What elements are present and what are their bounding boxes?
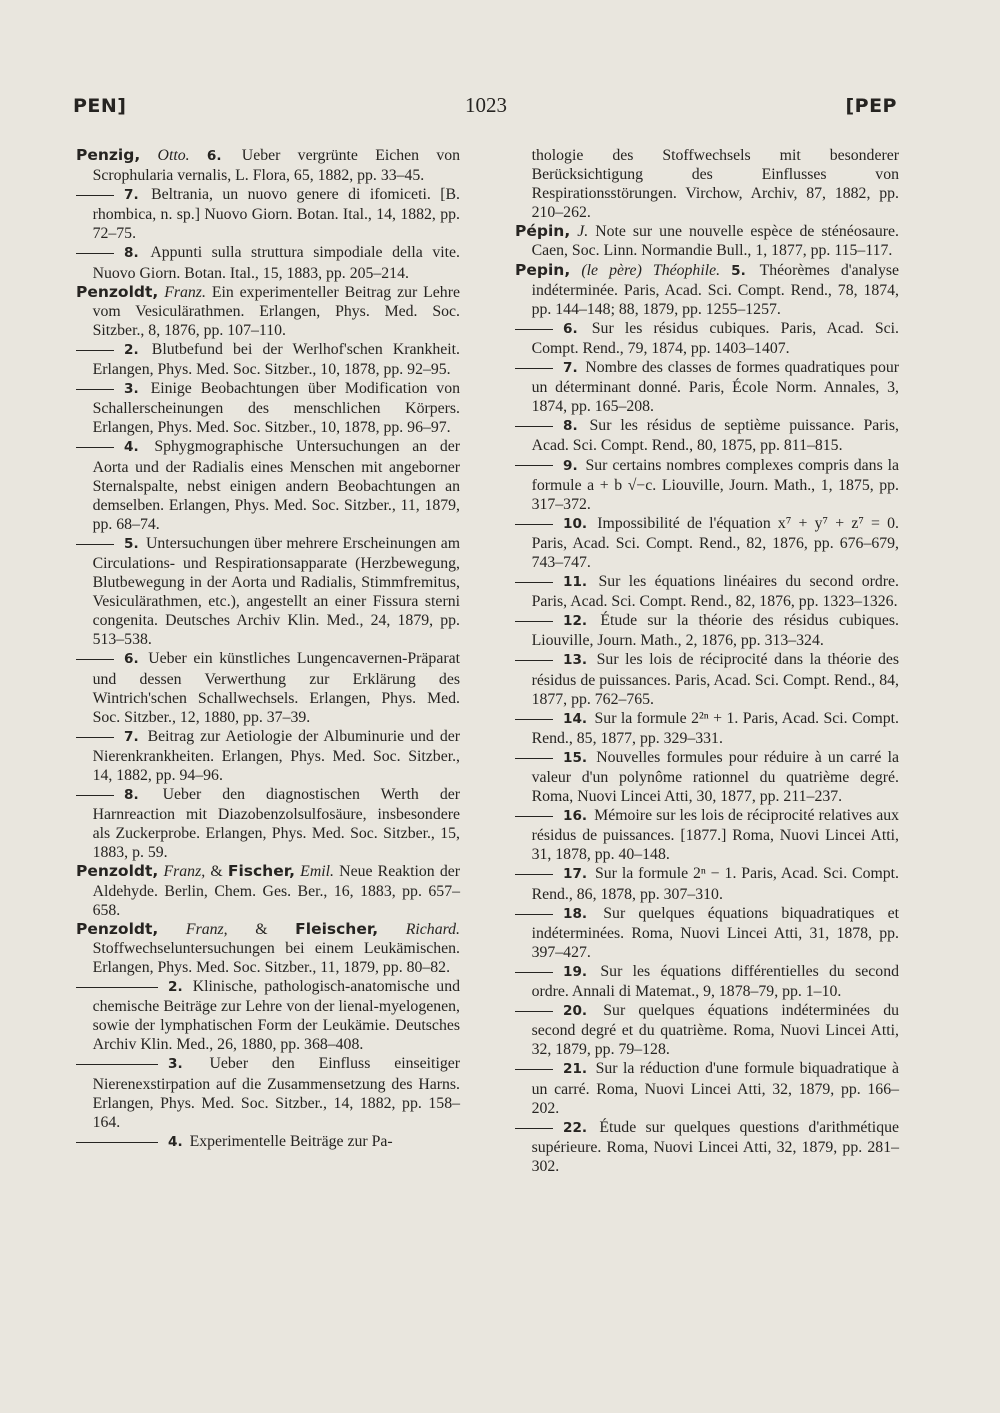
running-header (73, 93, 897, 118)
entry-text: Sphygmographische Untersuchungen an der Aorta und der Radialis eines Menschen mit angeborner Sternalspalte, nebst einigen andern Beobachtungen an demselben. Erlangen, Phys. Med. Soc. Sitzber., 11, 1879, pp. 68–74. (92, 438, 461, 533)
ampersand: & (210, 863, 223, 881)
author-name: Penzoldt, (76, 919, 159, 938)
entry-number: 12. (563, 613, 588, 630)
entry-text: Sur quelques équations biquadratiques et indéterminées. Roma, Nuovi Lincei Atti, 31, 1878, pp. 397–427. (531, 904, 899, 961)
author-name: Penzig, (76, 146, 141, 164)
coauthor-name: Fischer, (227, 862, 295, 881)
entry-text: Ueber den Einfluss einseitiger Nierenexstirpation auf die Zusammensetzung des Harns. Erlangen, Phys. Med. Soc. Sitzber., 14, 1882, pp. 158–164. (92, 1055, 460, 1131)
ditto-dash (515, 874, 553, 875)
bibliography-entry (515, 1001, 899, 1059)
entry-number: 8. (124, 787, 139, 804)
bibliography-entry (515, 1059, 899, 1117)
entry-number: 5. (731, 262, 746, 279)
ditto-dash (515, 972, 553, 973)
entry-number: 10. (563, 515, 588, 532)
bibliography-entry (76, 243, 460, 282)
entry-text: Sur la réduction d'une formule biquadratique à un carré. Roma, Nuovi Lincei Atti, 32, 1879, pp. 166–202. (531, 1060, 899, 1117)
ditto-dash (76, 1064, 158, 1065)
entry-number: 21. (563, 1061, 588, 1078)
ditto-dash (515, 426, 553, 427)
entry-text: Ueber den diagnostischen Werth der Harnreaction mit Diazobenzolsulfosäure, insbesondere als Zuckerprobe. Erlangen, Phys. Med. Soc. Sitzber., 15, 1883, p. 59. (92, 786, 460, 862)
bibliography-entry (515, 514, 899, 572)
ampersand: & (255, 920, 268, 938)
ditto-dash (76, 253, 114, 254)
bibliography-entry (515, 146, 899, 222)
entry-number: 3. (124, 381, 139, 398)
entry-number: 22. (563, 1119, 588, 1136)
header-right: [PEP (845, 95, 897, 117)
entry-number: 13. (563, 652, 588, 669)
author-given-name: Franz, (185, 920, 228, 938)
bibliography-entry (515, 709, 899, 748)
entry-text: thologie des Stoffwechsels mit besonderer Berücksichtigung des Einflusses von Respirationsstörungen. Virchow, Archiv, 87, 1882, pp. 210–262. (531, 147, 899, 222)
ditto-dash (76, 447, 114, 448)
entry-text: Einige Beobachtungen über Modification von Schallerscheinungen des menschlichen Körpers. Erlangen, Phys. Med. Soc. Sitzber., 10, 1878, pp. 96–97. (92, 380, 460, 437)
entry-text: Sur les équations linéaires du second ordre. Paris, Acad. Sci. Compt. Rend., 82, 1876, pp. 1323–1326. (531, 573, 900, 611)
left-column (76, 146, 460, 1152)
bibliography-entry-author (76, 862, 460, 919)
entry-text: Beitrag zur Aetiologie der Albuminurie und der Nierenkrankheiten. Erlangen, Phys. Med. Soc. Sitzber., 14, 1882, pp. 94–96. (92, 727, 460, 784)
ditto-dash (76, 1142, 158, 1143)
bibliography-entry-author (76, 283, 460, 340)
coauthor-given-name: Richard. (405, 920, 461, 938)
entry-number: 2. (168, 979, 183, 996)
bibliography-entry (515, 650, 899, 708)
entry-number: 4. (168, 1133, 183, 1150)
entry-text: Étude sur quelques questions d'arithmétique supérieure. Roma, Nuovi Lincei Atti, 32, 1879, pp. 281–302. (531, 1118, 900, 1175)
entry-number: 7. (124, 728, 139, 745)
entry-number: 2. (124, 341, 139, 358)
entry-text: Mémoire sur les lois de réciprocité relatives aux résidus de puissances. [1877.] Roma, Nuovi Lincei Atti, 31, 1878, pp. 40–148. (531, 807, 900, 864)
coauthor-name: Fleischer, (295, 919, 379, 938)
bibliography-entry (515, 319, 899, 358)
entry-number: 7. (563, 360, 578, 377)
entry-number: 7. (124, 187, 139, 204)
bibliography-entry (515, 358, 899, 416)
bibliography-entry (515, 416, 899, 455)
entry-text: Experimentelle Beiträge zur Pa- (189, 1132, 393, 1150)
ditto-dash (515, 524, 553, 525)
bibliography-entry (515, 806, 899, 864)
bibliography-entry (515, 864, 899, 903)
entry-number: 5. (124, 535, 139, 552)
entry-text: Appunti sulla struttura simpodiale della vite. Nuovo Giorn. Botan. Ital., 15, 1883, pp. 205–214. (92, 244, 460, 282)
author-given-name: Franz, (163, 863, 206, 881)
entry-number: 18. (563, 905, 588, 922)
bibliography-entry (515, 748, 899, 806)
ditto-dash (515, 621, 553, 622)
author-name: Penzoldt, (76, 862, 159, 881)
bibliography-entry (515, 456, 899, 514)
author-name: Pepin, (515, 260, 571, 279)
ditto-dash (515, 758, 553, 759)
entry-number: 8. (563, 418, 578, 435)
ditto-dash (76, 987, 158, 988)
entry-text: Sur la formule 2ⁿ − 1. Paris, Acad. Sci. Compt. Rend., 86, 1878, pp. 307–310. (531, 865, 899, 903)
ditto-dash (76, 737, 114, 738)
entry-number: 6. (206, 148, 222, 164)
entry-number: 19. (563, 963, 588, 980)
entry-text: Stoffwechseluntersuchungen bei einem Leukämischen. Erlangen, Phys. Med. Soc. Sitzber., 11, 1879, pp. 80–82. (92, 939, 460, 976)
entry-number: 3. (168, 1056, 183, 1073)
bibliography-entry (76, 727, 460, 785)
entry-text: Sur les résidus cubiques. Paris, Acad. Sci. Compt. Rend., 79, 1874, pp. 1403–1407. (531, 319, 899, 357)
ditto-dash (76, 795, 114, 796)
ditto-dash (515, 368, 553, 369)
ditto-dash (515, 816, 553, 817)
entry-number: 4. (124, 439, 139, 456)
author-name: Pépin, (515, 222, 571, 241)
entry-number: 6. (563, 320, 578, 337)
entry-text: Étude sur la théorie des résidus cubiques. Liouville, Journ. Math., 2, 1876, pp. 313–324. (531, 612, 899, 650)
entry-text: Blutbefund bei der Werlhof'schen Krankheit. Erlangen, Phys. Med. Soc. Sitzber., 10, 1878, pp. 92–95. (92, 340, 460, 379)
ditto-dash (76, 544, 114, 545)
bibliography-entry (515, 1118, 899, 1176)
entry-text: Sur quelques équations indéterminées du second degré et du quatrième. Roma, Nuovi Lincei Atti, 32, 1879, pp. 79–128. (531, 1002, 899, 1059)
bibliography-entry (76, 1132, 460, 1152)
entry-text: Neue Reaktion der Aldehyde. Berlin, Chem. Ges. Ber., 16, 1883, pp. 657–658. (92, 863, 461, 919)
ditto-dash (76, 195, 114, 196)
entry-number: 15. (563, 749, 588, 766)
ditto-dash (515, 1128, 553, 1129)
entry-text: Nombre des classes de formes quadratiques pour un déterminant donné. Paris, École Norm. Annales, 3, 1874, pp. 165–208. (531, 359, 899, 416)
bibliography-entry (76, 340, 460, 379)
entry-text: Sur les lois de réciprocité dans la théorie des résidus de puissances. Paris, Acad. Sci. Compt. Rend., 84, 1877, pp. 762–765. (531, 651, 899, 708)
entry-number: 11. (563, 574, 588, 591)
page-number: 1023 (464, 93, 507, 117)
ditto-dash (76, 350, 114, 351)
entry-text: Ueber ein künstliches Lungencavernen-Präparat und dessen Verwerthung zur Erklärung des Wintrich'schen Schallwechsels. Erlangen, Phys. Med. Soc. Sitzber., 12, 1880, pp. 37–39. (92, 650, 460, 726)
bibliography-entry (76, 534, 460, 650)
ditto-dash (76, 659, 114, 660)
bibliography-entry (76, 379, 460, 437)
author-given-name: J. (577, 223, 589, 241)
entry-text: Klinische, pathologisch-anatomische und chemische Beiträge zur Lehre von der lienal-myelogenen, sowie der lymphatischen Form der Leukämie. Deutsches Archiv Klin. Med., 26, 1880, pp. 368–408. (92, 978, 461, 1054)
entry-text: Sur la formule 2²ⁿ + 1. Paris, Acad. Sci. Compt. Rend., 85, 1877, pp. 329–331. (531, 709, 899, 747)
entry-number: 9. (563, 457, 578, 474)
bibliography-entry (515, 962, 899, 1001)
author-name: Penzoldt, (76, 282, 159, 301)
entry-text: Untersuchungen über mehrere Erscheinungen am Circulations- und Respirationsapparate (Herzbewegung, Blutbewegung in der Aorta und Radialis, Stimmfremitus, Vesiculärathmen, etc.), angestellt an einer Fissura sterni congenita. Deutsches Archiv Klin. Med., 24, 1879, pp. 513–538. (92, 534, 460, 649)
entry-text: Beltrania, un nuovo genere di ifomiceti. [B. rhombica, n. sp.] Nuovo Giorn. Botan. Ital., 14, 1882, pp. 72–75. (92, 186, 460, 243)
entry-text: Note sur une nouvelle espèce de sténéosaure. Caen, Soc. Linn. Normandie Bull., 1, 1877, pp. 115–117. (531, 223, 899, 260)
entry-text: Nouvelles formules pour réduire à un carré la valeur d'un polynôme rationnel du quatrième degré. Roma, Nuovi Lincei Atti, 30, 1877, pp. 211–237. (531, 748, 899, 806)
entry-text: Ein experimenteller Beitrag zur Lehre vom Vesiculärathmen. Erlangen, Phys. Med. Soc. Sitzber., 8, 1876, pp. 107–110. (92, 283, 460, 339)
bibliography-entry (515, 904, 899, 962)
bibliography-entry (515, 572, 899, 611)
entry-text: Impossibilité de l'équation x⁷ + y⁷ + z⁷ = 0. Paris, Acad. Sci. Compt. Rend., 82, 1876, pp. 676–679, 743–747. (531, 514, 899, 571)
bibliography-entry (76, 185, 460, 243)
ditto-dash (76, 389, 114, 390)
entry-number: 16. (563, 808, 588, 825)
entry-number: 6. (124, 651, 139, 668)
ditto-dash (515, 465, 553, 466)
bibliography-entry (76, 649, 460, 726)
author-given-name: (le père) Théophile. (581, 261, 721, 279)
bibliography-entry-author (76, 920, 460, 977)
entry-text: Théorèmes d'analyse indéterminée. Paris, Acad. Sci. Compt. Rend., 78, 1874, pp. 144–148; 88, 1879, pp. 1255–1257. (531, 261, 899, 318)
entry-number: 20. (563, 1003, 588, 1020)
entry-number: 14. (563, 710, 588, 727)
bibliography-entry-author (515, 261, 899, 319)
entry-text: Ueber vergrünte Eichen von Scrophularia vernalis, L. Flora, 65, 1882, pp. 33–45. (92, 147, 461, 185)
coauthor-given-name: Emil. (300, 863, 334, 881)
entry-text: Sur les équations différentielles du second ordre. Annali di Matemat., 9, 1878–79, pp. 1–10. (531, 962, 899, 1001)
entry-text: Sur certains nombres complexes compris dans la formule a + b √−c. Liouville, Journ. Math., 1, 1875, pp. 317–372. (531, 456, 899, 513)
author-given-name: Otto. (157, 147, 190, 164)
bibliography-entry (76, 977, 460, 1054)
ditto-dash (515, 1069, 553, 1070)
entry-number: 17. (563, 866, 588, 883)
bibliography-entry (76, 785, 460, 862)
right-column (515, 146, 899, 1176)
bibliography-entry (76, 437, 460, 533)
ditto-dash (515, 329, 553, 330)
entry-number: 8. (124, 245, 139, 262)
ditto-dash (515, 914, 553, 915)
ditto-dash (515, 660, 553, 661)
author-given-name: Franz. (164, 283, 206, 301)
header-left: PEN] (73, 95, 127, 117)
ditto-dash (515, 719, 553, 720)
bibliography-entry (76, 1054, 460, 1131)
bibliography-entry-author (76, 146, 460, 185)
bibliography-entry-author (515, 222, 899, 260)
ditto-dash (515, 1011, 553, 1012)
ditto-dash (515, 582, 553, 583)
entry-text: Sur les résidus de septième puissance. Paris, Acad. Sci. Compt. Rend., 80, 1875, pp. 811–815. (531, 417, 900, 455)
bibliography-entry (515, 611, 899, 650)
